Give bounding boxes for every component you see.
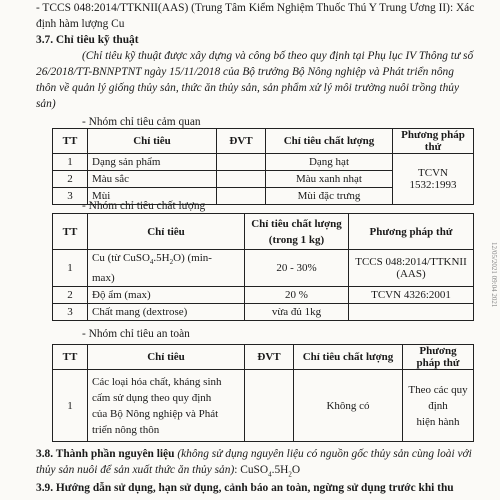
cell-quality: 20 - 30%: [245, 250, 349, 287]
cell-criteria: Cu (từ $CuSO_4.5H_2O$) (min- max): [88, 250, 245, 287]
top-line-1: - TCCS 048:2014/TTKNII(AAS) (Trung Tâm Kiểm Nghiệm Thuốc Thú Y Trung Ương II): Xác: [36, 2, 475, 14]
section-3-7-heading: 3.7. Chỉ tiêu kỹ thuật: [36, 34, 139, 46]
th-tt: TT: [53, 129, 88, 154]
th-quality: Chỉ tiêu chất lượng: [294, 345, 403, 370]
cell-criteria: Độ ẩm (max): [88, 287, 245, 304]
table-row: [53, 154, 474, 171]
cell-method: TCVN 4326:2001: [349, 287, 474, 304]
sensory-table: [52, 128, 474, 205]
cell-tt: 1: [53, 154, 88, 171]
group1-label: - Nhóm chỉ tiêu cảm quan: [82, 116, 201, 128]
section-3-8-cont: thủy sản nuôi để sản xuất thức ăn thủy sản): $CuSO_4.5H_2O$: [36, 464, 301, 479]
safety-table: [52, 344, 474, 442]
cell-quality: Màu xanh nhạt: [266, 171, 393, 188]
cell-tt: 1: [53, 250, 88, 287]
table-row: [53, 304, 474, 321]
intro-line-1: (Chỉ tiêu kỹ thuật được xây dựng và công bố theo quy định tại Phụ lục IV Thông tư số: [82, 50, 474, 62]
intro-line-3: thôn về quản lý giống thủy sản, thức ăn thủy sản, sản phẩm xử lý môi trường nuôi trồng thủy: [36, 82, 460, 94]
table-row: [53, 287, 474, 304]
group3-label: - Nhóm chỉ tiêu an toàn: [82, 328, 190, 340]
quality-table: [52, 213, 474, 321]
th-criteria: Chỉ tiêu: [88, 129, 217, 154]
th-tt: TT: [53, 345, 88, 370]
cell-method: TCVN 1532:1993: [393, 154, 474, 205]
cell-criteria: Màu sắc: [88, 171, 217, 188]
th-criteria: Chỉ tiêu: [88, 214, 245, 250]
th-method: Phương pháp thử: [393, 129, 474, 154]
section-3-9-heading: 3.9. Hướng dẫn sử dụng, hạn sử dụng, cảnh báo an toàn, ngừng sử dụng trước khi thu: [36, 482, 454, 494]
cell-tt: 2: [53, 287, 88, 304]
th-quality: Chỉ tiêu chất lượng (trong 1 kg): [245, 214, 349, 250]
section-3-8: 3.8. Thành phần nguyên liệu (không sử dụng nguyên liệu có nguồn gốc thủy sản cùng loài với: [36, 448, 472, 460]
cell-method: Theo các quy định hiện hành: [403, 370, 474, 442]
cell-unit: [217, 154, 266, 171]
intro-line-4: sản): [36, 98, 56, 110]
th-unit: ĐVT: [245, 345, 294, 370]
cell-quality: vừa đủ 1kg: [245, 304, 349, 321]
cell-unit: [217, 171, 266, 188]
cell-quality: 20 %: [245, 287, 349, 304]
th-tt: TT: [53, 214, 88, 250]
table-row: [53, 370, 474, 442]
th-quality: Chỉ tiêu chất lượng: [266, 129, 393, 154]
cell-unit: [217, 188, 266, 205]
cell-tt: 1: [53, 370, 88, 442]
group2-label: - Nhóm chỉ tiêu chất lượng: [82, 200, 206, 212]
cell-criteria: Chất mang (dextrose): [88, 304, 245, 321]
th-method: Phương pháp thử: [349, 214, 474, 250]
cell-tt: 3: [53, 304, 88, 321]
cell-method: TCCS 048:2014/TTKNII (AAS): [349, 250, 474, 287]
cell-tt: 3: [53, 188, 88, 205]
th-method: Phương pháp thử: [403, 345, 474, 370]
top-line-2: định hàm lượng Cu: [36, 18, 125, 30]
cell-unit: [245, 370, 294, 442]
table-row: [53, 250, 474, 287]
intro-line-2: 26/2018/TT-BNNPTNT ngày 15/11/2018 của Bộ trưởng Bộ Nông nghiệp và Phát triển nông: [36, 66, 454, 78]
cell-quality: Dạng hạt: [266, 154, 393, 171]
cell-quality: Không có: [294, 370, 403, 442]
cell-tt: 2: [53, 171, 88, 188]
cell-criteria: Dạng sản phẩm: [88, 154, 217, 171]
cell-criteria: Mùi: [88, 188, 217, 205]
cell-quality: Mùi đặc trưng: [266, 188, 393, 205]
cell-method: [349, 304, 474, 321]
margin-stamp: 12/05/2021 09:04 2021: [490, 242, 498, 308]
cell-criteria: Các loại hóa chất, kháng sinh cấm sử dụng theo quy định của Bộ Nông nghiệp và Phát triển nông thôn: [88, 370, 245, 442]
th-unit: ĐVT: [217, 129, 266, 154]
th-criteria: Chỉ tiêu: [88, 345, 245, 370]
